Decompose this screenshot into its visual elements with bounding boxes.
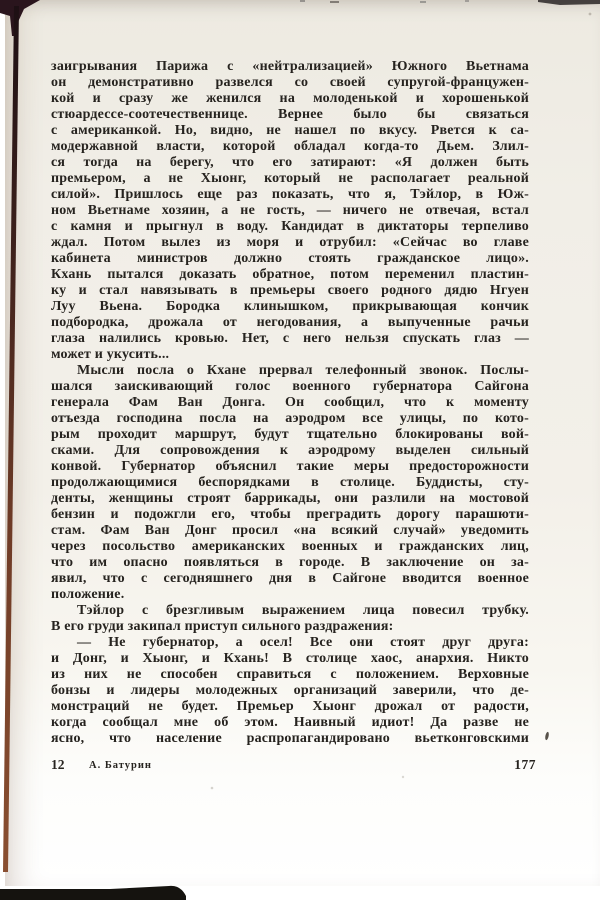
page-edge-band — [0, 886, 186, 900]
author-signature: А. Батурин — [89, 760, 152, 771]
page-text — [51, 59, 529, 747]
text-line: монстраций не будет. Премьер Хыонг дрожал от радости, — [51, 699, 529, 714]
text-line: ном Вьетнаме хозяин, а не гость, — ничего не отвечая, встал — [51, 203, 529, 218]
text-line: денты, женщины строят баррикады, они разлили на мостовой — [51, 491, 529, 506]
text-line: Луу Вьена. Бородка клинышком, прикрывающая кончик — [51, 299, 529, 314]
text-line: с камня и прыгнул в воду. Кандидат в диктаторы терпеливо — [51, 219, 529, 234]
text-line: с американкой. Но, видно, не нашел по вкусу. Рвется к са- — [51, 123, 529, 138]
text-line: он демонстративно развелся со своей супругой-францужен- — [51, 75, 529, 90]
text-line: подбородка, дрожала от негодования, а выпученные рачьи — [51, 315, 529, 330]
text-line: силой». Пришлось еще раз показать, что я, Тэйлор, в Юж- — [51, 187, 529, 202]
text-line: Тэйлор с брезгливым выражением лица повесил трубку. — [77, 603, 529, 618]
text-line: глаза налились кровью. Нет, с него нельзя спускать глаз — — [51, 331, 529, 346]
text-line: бензин и подожгли его, чтобы преградить дорогу парашюти- — [51, 507, 529, 522]
text-line: шался заискивающий голос военного губернатора Сайгона — [51, 379, 529, 394]
text-line: когда сообщал мне об этом. Наивный идиот! Да разве не — [51, 715, 529, 730]
text-line: через посольство американских военных и гражданских лиц, — [51, 539, 529, 554]
text-line: В его груди закипал приступ сильного раздражения: — [51, 619, 394, 634]
text-line: отъезда господина посла на аэродром все улицы, по кото- — [51, 411, 529, 426]
printer-signature-number: 12 — [51, 757, 65, 772]
text-line: заигрывания Парижа с «нейтрализацией» Южного Вьетнама — [51, 59, 529, 74]
text-line: стам. Фам Ван Донг просил «на всякий случай» уведомить — [51, 523, 529, 538]
book-page — [5, 0, 600, 886]
text-line: продолжающимися беспорядками в столице. Буддисты, сту- — [51, 475, 529, 490]
text-line: может и укусить... — [51, 347, 170, 362]
text-line: ждал. Потом вылез из моря и отрубил: «Сейчас во главе — [51, 235, 529, 250]
text-line: сками. Для сопровождения к аэродрому выделен сильный — [51, 443, 529, 458]
text-line: что им опасно появляться в городе. В заключение он за- — [51, 555, 529, 570]
text-line: премьером, а не Хыонг, который не располагает реальной — [51, 171, 529, 186]
text-line: стюардессе-соотечественнице. Вернее было бы связаться — [51, 107, 529, 122]
page-footer — [51, 757, 536, 775]
text-line: рым проходит маршрут, будут тщательно блокированы вой- — [51, 427, 529, 442]
text-line: конвой. Губернатор объяснил такие меры предосторожности — [51, 459, 529, 474]
text-line: явил, что с сегодняшнего дня в Сайгоне вводится военное — [51, 571, 529, 586]
text-line: модержавной власти, которой обладал когда-то Дьем. Злил- — [51, 139, 529, 154]
text-line: из них не способен справиться с положением. Верховные — [51, 667, 529, 682]
text-line: Кхань пытался доказать обратное, потом переменил пластин- — [51, 267, 529, 282]
text-line: ку и стал навязывать в премьеры своего родного дядю Нгуен — [51, 283, 529, 298]
text-line: кабинета министров должно стоять гражданское лицо». — [51, 251, 529, 266]
text-line: бонзы и лидеры молодежных организаций заверили, что де- — [51, 683, 529, 698]
text-line: — Не губернатор, а осел! Все они стоят друг друга: — [77, 635, 529, 650]
text-line: ся тогда на берегу, что его затирают: «Я должен быть — [51, 155, 529, 170]
text-line: генерала Фам Ван Донга. Он сообщил, что к моменту — [51, 395, 529, 410]
page-number: 177 — [514, 757, 536, 772]
text-line: кой и сразу же женился на молоденькой и хорошенькой — [51, 91, 529, 106]
text-line: и Донг, и Хыонг, и Кхань! В столице хаос, анархия. Никто — [51, 651, 529, 666]
text-line: ясно, что население распропагандировано вьетконговскими — [51, 731, 529, 746]
text-line: положение. — [51, 587, 125, 602]
text-line: Мысли посла о Кхане прервал телефонный звонок. Послы- — [77, 363, 529, 378]
